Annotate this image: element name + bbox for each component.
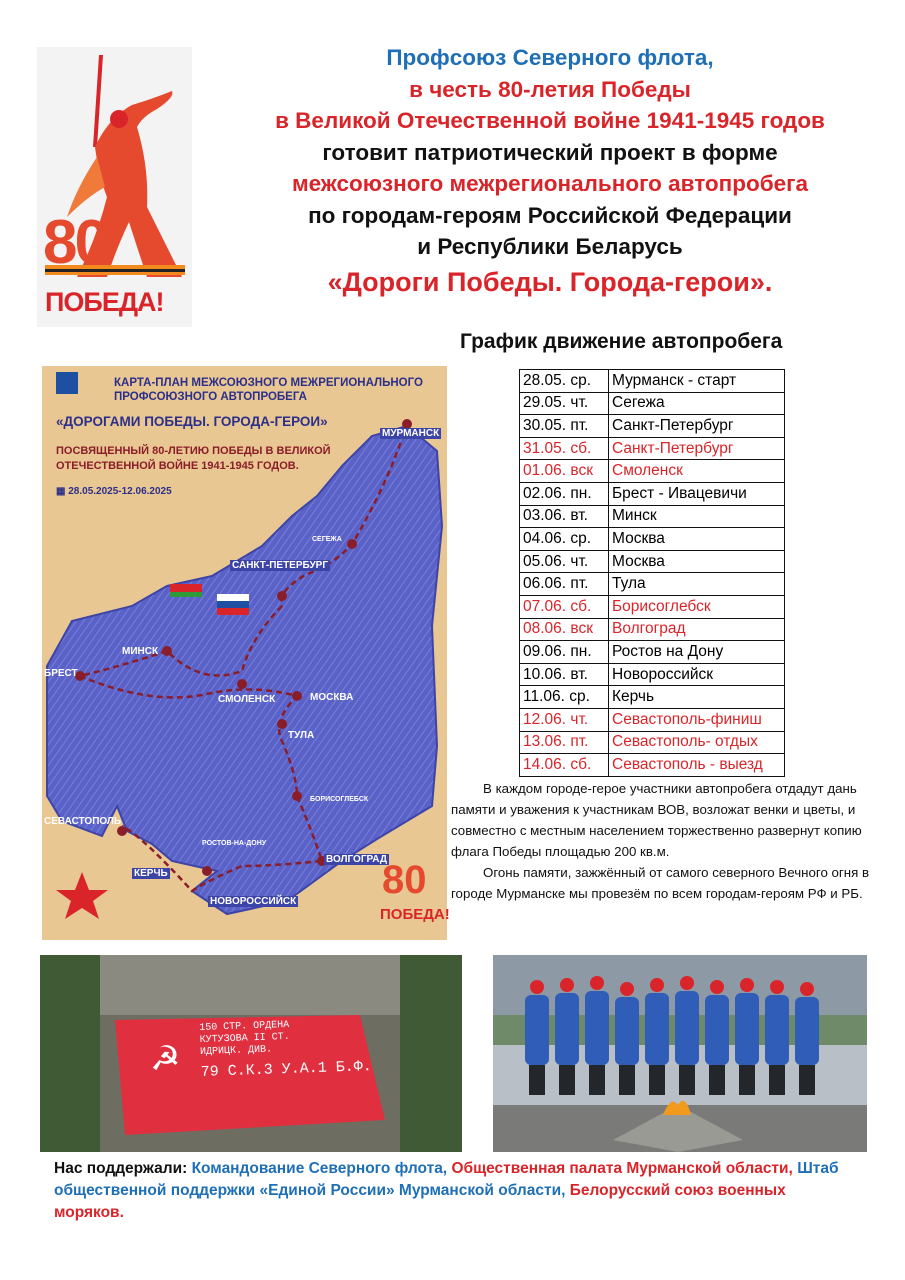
flag-line-3: ИДРИЦК. ДИВ.	[199, 1044, 273, 1058]
supporter-belarus-sailors: Белорусский союз военных моряков.	[54, 1182, 786, 1221]
schedule-city: Борисоглебск	[609, 595, 785, 618]
schedule-city: Мурманск - старт	[609, 370, 785, 393]
schedule-date: 01.06. вск	[520, 460, 609, 483]
schedule-city: Смоленск	[609, 460, 785, 483]
schedule-table	[519, 369, 785, 777]
victory-flag-photo	[40, 955, 462, 1152]
logo-number: 80	[43, 208, 106, 277]
schedule-row	[520, 754, 785, 777]
schedule-row	[520, 550, 785, 573]
header-line-7: и Республики Беларусь	[417, 234, 683, 259]
schedule-date: 13.06. пт.	[520, 731, 609, 754]
header-line-4: готовит патриотический проект в форме	[322, 139, 778, 165]
city-segezha: СЕГЕЖА	[312, 536, 342, 543]
schedule-date: 29.05. чт.	[520, 392, 609, 415]
header-line-5: межсоюзного межрегионального автопробега	[291, 171, 809, 196]
calendar-icon: ▦	[56, 486, 69, 497]
city-murmansk: МУРМАНСК	[382, 428, 440, 439]
supporters-label: Нас поддержали:	[54, 1160, 188, 1177]
map-dates-text: 28.05.2025-12.06.2025	[68, 486, 172, 497]
flag-line-4: 79 С.К.3 У.А.1 Б.Ф.	[200, 1058, 373, 1081]
city-kerch: КЕРЧЬ	[134, 868, 168, 879]
map-heading	[114, 376, 423, 404]
schedule-city: Ростов на Дону	[609, 641, 785, 664]
project-header	[205, 42, 895, 299]
city-sevastopol: СЕВАСТОПОЛЬ	[44, 816, 122, 827]
schedule-date: 09.06. пн.	[520, 641, 609, 664]
schedule-date: 31.05. сб.	[520, 437, 609, 460]
schedule-city: Керчь	[609, 686, 785, 709]
flag-line-1: 150 СТР. ОРДЕНА	[199, 1019, 290, 1034]
group-eternal-flame-photo	[493, 955, 867, 1152]
schedule-date: 05.06. чт.	[520, 550, 609, 573]
city-smolensk: СМОЛЕНСК	[218, 694, 276, 705]
schedule-row	[520, 528, 785, 551]
schedule-date: 02.06. пн.	[520, 482, 609, 505]
map-dedication-2: ОТЕЧЕСТВЕННОЙ ВОЙНЕ 1941-1945 ГОДОВ.	[56, 460, 299, 472]
header-line-2: в честь 80-летия Победы	[409, 76, 691, 102]
schedule-row	[520, 482, 785, 505]
supporter-public-chamber: Общественная палата Мурманской области,	[451, 1160, 793, 1177]
city-borisoglebsk: БОРИСОГЛЕБСК	[310, 796, 369, 803]
route-map	[42, 366, 450, 940]
city-minsk: МИНСК	[122, 646, 159, 657]
schedule-row	[520, 437, 785, 460]
schedule-row	[520, 460, 785, 483]
schedule-row	[520, 663, 785, 686]
schedule-city: Севастополь- отдых	[609, 731, 785, 754]
schedule-row	[520, 731, 785, 754]
flag-line-2: КУТУЗОВА II СТ.	[199, 1031, 290, 1046]
header-slogan: «Дороги Победы. Города-герои».	[327, 266, 773, 297]
description-paragraph-1: В каждом городе-герое участники автопробега отдадут дань памяти и уважения к участникам ВОВ, возложат венки и цветы, и совместно с местным населением торжественно развернут копию флага Победы площадью 200 кв.м.	[451, 781, 862, 859]
schedule-title: График движение автопробега	[460, 330, 783, 353]
city-novorossiysk: НОВОРОССИЙСК	[210, 896, 297, 907]
schedule-row	[520, 686, 785, 709]
schedule-date: 11.06. ср.	[520, 686, 609, 709]
schedule-row	[520, 505, 785, 528]
schedule-row	[520, 618, 785, 641]
schedule-date: 30.05. пт.	[520, 415, 609, 438]
flag-inscription	[199, 1017, 372, 1079]
header-line-1: Профсоюз Северного флота,	[386, 45, 714, 70]
supporters	[54, 1158, 854, 1224]
map-dedication-1: ПОСВЯЩЕННЫЙ 80-ЛЕТИЮ ПОБЕДЫ В ВЕЛИКОЙ	[56, 445, 331, 457]
schedule-city: Тула	[609, 573, 785, 596]
logo-word: ПОБЕДА!	[45, 287, 164, 317]
supporter-united-russia: Штаб общественной поддержки «Единой России» Мурманской области,	[54, 1160, 839, 1199]
schedule-row	[520, 415, 785, 438]
schedule-date: 07.06. сб.	[520, 595, 609, 618]
city-spb: САНКТ-ПЕТЕРБУРГ	[232, 560, 329, 571]
map-badge-number: 80	[382, 858, 427, 902]
schedule-date: 28.05. ср.	[520, 370, 609, 393]
schedule-city: Брест - Ивацевичи	[609, 482, 785, 505]
schedule-city: Новороссийск	[609, 663, 785, 686]
schedule-city: Севастополь - выезд	[609, 754, 785, 777]
schedule-city: Москва	[609, 528, 785, 551]
schedule-row	[520, 708, 785, 731]
schedule-city: Москва	[609, 550, 785, 573]
schedule-row	[520, 370, 785, 393]
schedule-city: Волгоград	[609, 618, 785, 641]
schedule-date: 12.06. чт.	[520, 708, 609, 731]
map-heading-1: КАРТА-ПЛАН МЕЖСОЮЗНОГО МЕЖРЕГИОНАЛЬНОГО	[114, 377, 423, 389]
schedule-date: 10.06. вт.	[520, 663, 609, 686]
schedule-city: Сегежа	[609, 392, 785, 415]
header-line-6: по городам-героям Российской Федерации	[308, 202, 792, 228]
schedule-date: 14.06. сб.	[520, 754, 609, 777]
schedule-city: Минск	[609, 505, 785, 528]
header-line-3: в Великой Отечественной войне 1941-1945 годов	[275, 108, 825, 133]
schedule-date: 03.06. вт.	[520, 505, 609, 528]
map-heading-2: ПРОФСОЮЗНОГО АВТОПРОБЕГА	[114, 391, 307, 403]
city-brest: БРЕСТ	[44, 668, 78, 679]
group-photo-graphic	[493, 955, 867, 1152]
city-volgograd: ВОЛГОГРАД	[326, 854, 388, 865]
schedule-city: Севастополь-финиш	[609, 708, 785, 731]
city-moscow: МОСКВА	[310, 692, 354, 703]
supporter-northern-fleet: Командование Северного флота,	[191, 1160, 448, 1177]
schedule-date: 08.06. вск	[520, 618, 609, 641]
schedule-date: 06.06. пт.	[520, 573, 609, 596]
map-dedication	[56, 444, 331, 474]
schedule-city: Санкт-Петербург	[609, 437, 785, 460]
schedule-row	[520, 595, 785, 618]
motherland-statue-icon	[37, 47, 192, 327]
map-badge-word: ПОБЕДА!	[380, 906, 450, 923]
project-description	[451, 778, 871, 904]
victory-80-logo	[37, 47, 192, 327]
schedule-date: 04.06. ср.	[520, 528, 609, 551]
city-tula: ТУЛА	[288, 730, 315, 741]
schedule-city: Санкт-Петербург	[609, 415, 785, 438]
description-paragraph-2: Огонь памяти, зажжённый от самого северного Вечного огня в городе Мурманске мы провезём по всем городам-героям РФ и РБ.	[451, 865, 870, 901]
map-slogan: «ДОРОГАМИ ПОБЕДЫ. ГОРОДА-ГЕРОИ»	[56, 414, 328, 429]
schedule-row	[520, 641, 785, 664]
schedule-row	[520, 573, 785, 596]
hammer-sickle-icon: ☭	[150, 1039, 181, 1079]
map-dates	[56, 486, 172, 497]
schedule-row	[520, 392, 785, 415]
city-rostov: РОСТОВ-НА-ДОНУ	[202, 840, 267, 847]
